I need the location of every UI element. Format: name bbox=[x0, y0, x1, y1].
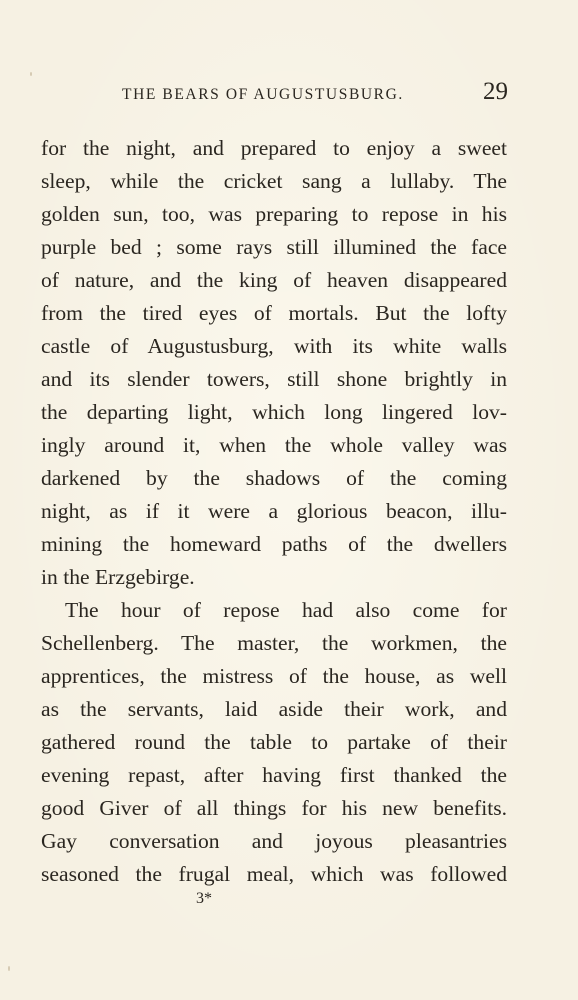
paper-speck bbox=[8, 966, 10, 971]
signature-mark: 3* bbox=[196, 890, 212, 907]
text-line: for the night, and prepared to enjoy a sweet bbox=[41, 136, 507, 160]
body-text bbox=[41, 132, 507, 891]
text-line: as the servants, laid aside their work, and bbox=[41, 697, 507, 721]
page-number: 29 bbox=[483, 78, 508, 105]
text-line: seasoned the frugal meal, which was followed bbox=[41, 862, 507, 886]
text-line: and its slender towers, still shone brightly in bbox=[41, 367, 507, 391]
text-line: apprentices, the mistress of the house, as well bbox=[41, 664, 507, 688]
text-line: Schellenberg. The master, the workmen, the bbox=[41, 631, 507, 655]
text-line: gathered round the table to partake of their bbox=[41, 730, 507, 754]
text-line: good Giver of all things for his new benefits. bbox=[41, 796, 507, 820]
text-line: castle of Augustusburg, with its white walls bbox=[41, 334, 507, 358]
text-line: of nature, and the king of heaven disappeared bbox=[41, 268, 507, 292]
text-line: purple bed ; some rays still illumined the face bbox=[41, 235, 507, 259]
running-title: THE BEARS OF AUGUSTUSBURG. bbox=[122, 86, 404, 103]
text-line: sleep, while the cricket sang a lullaby. The bbox=[41, 169, 507, 193]
paragraph-end-line: in the Erzgebirge. bbox=[41, 565, 195, 589]
text-line: ingly around it, when the whole valley was bbox=[41, 433, 507, 457]
text-line: Gay conversation and joyous pleasantries bbox=[41, 829, 507, 853]
text-line: darkened by the shadows of the coming bbox=[41, 466, 507, 490]
text-line: evening repast, after having first thanked the bbox=[41, 763, 507, 787]
running-head bbox=[42, 78, 508, 112]
text-line: mining the homeward paths of the dwellers bbox=[41, 532, 507, 556]
paper-speck bbox=[30, 72, 32, 76]
text-line: golden sun, too, was preparing to repose in his bbox=[41, 202, 507, 226]
text-line: the departing light, which long lingered lov- bbox=[41, 400, 507, 424]
paragraph-start-line: The hour of repose had also come for bbox=[65, 598, 507, 622]
text-line: from the tired eyes of mortals. But the lofty bbox=[41, 301, 507, 325]
text-line: night, as if it were a glorious beacon, illu- bbox=[41, 499, 507, 523]
